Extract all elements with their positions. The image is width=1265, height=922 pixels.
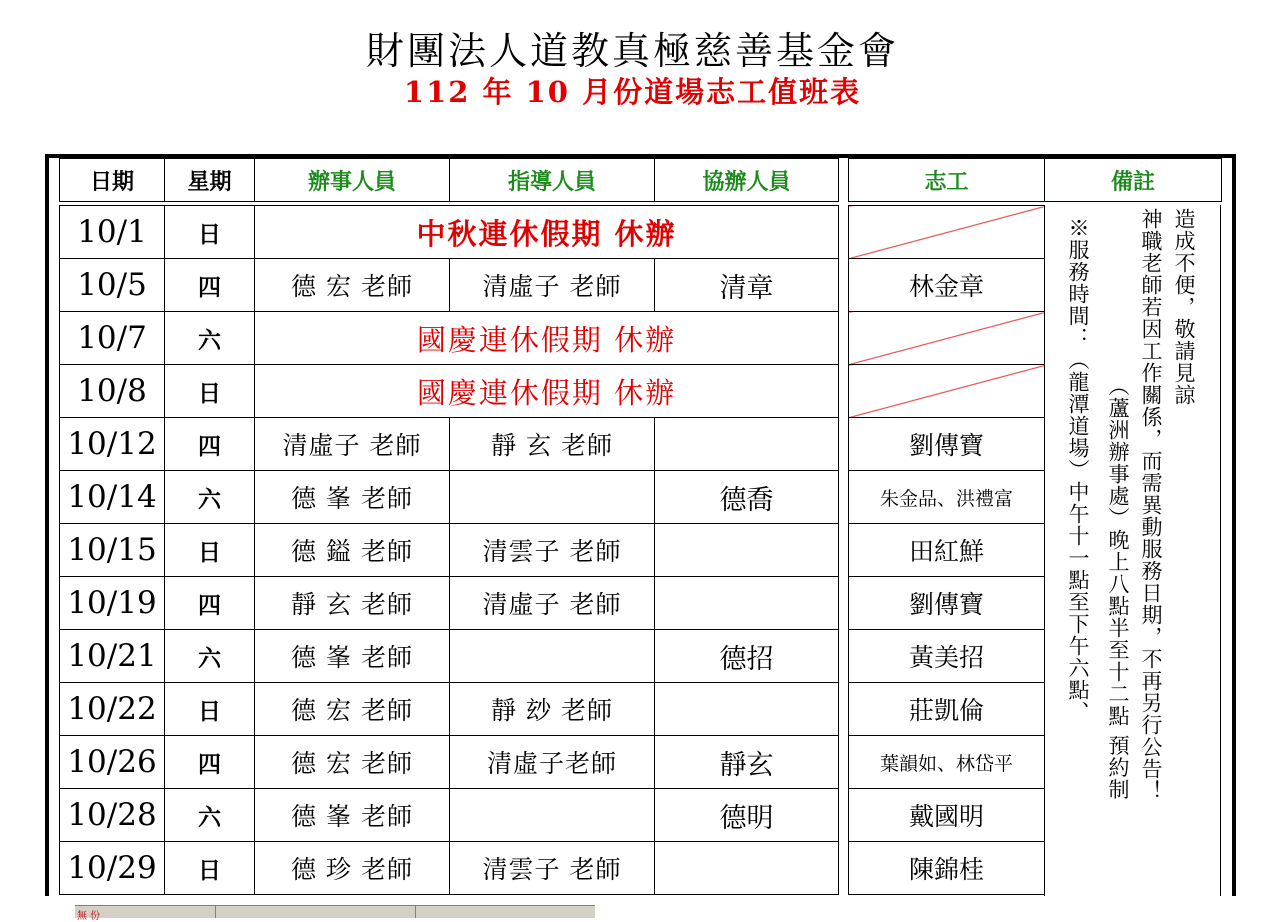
weekday-cell: 六 (165, 312, 255, 365)
table-row (849, 577, 1045, 630)
weekday-cell: 四 (165, 736, 255, 789)
guide-cell: 靜 玄 老師 (450, 418, 655, 471)
date-cell: 10/8 (60, 365, 165, 418)
holiday-cell: 中秋連休假期 休辦 (255, 206, 839, 259)
table-row (849, 471, 1045, 524)
holiday-cell: 國慶連休假期 休辦 (255, 365, 839, 418)
col-header-assistant: 協辦人員 (655, 159, 839, 202)
sheet-tab[interactable] (125, 906, 216, 918)
sheet-tab-bar[interactable] (75, 905, 595, 922)
weekday-cell: 四 (165, 418, 255, 471)
handler-cell: 靜 玄 老師 (255, 577, 450, 630)
assistant-cell (655, 524, 839, 577)
table-row (60, 259, 839, 312)
table-row (60, 365, 839, 418)
weekday-cell: 日 (165, 524, 255, 577)
remarks-line-4: ※服務時間：（龍潭道場）中午十一點至下午六點、 (1066, 217, 1090, 723)
remarks-cell (1044, 205, 1221, 896)
table-row (849, 736, 1045, 789)
date-cell: 10/7 (60, 312, 165, 365)
volunteer-header (848, 158, 1222, 202)
table-row (849, 842, 1045, 895)
table-row (60, 418, 839, 471)
col-header-volunteer: 志工 (849, 159, 1045, 202)
table-row (849, 206, 1045, 259)
guide-cell: 清虛子老師 (450, 736, 655, 789)
date-cell: 10/15 (60, 524, 165, 577)
table-row (849, 259, 1045, 312)
volunteer-cell: 莊凱倫 (849, 683, 1045, 736)
remarks-line-3: （蘆洲辦事處）晚上八點半至十二點 預約制 (1106, 375, 1130, 801)
weekday-cell: 日 (165, 683, 255, 736)
schedule-table (59, 205, 839, 895)
weekday-cell: 六 (165, 789, 255, 842)
date-cell: 10/5 (60, 259, 165, 312)
assistant-cell (655, 842, 839, 895)
sheet-tab-label[interactable]: 無 份 (77, 911, 101, 922)
guide-cell (450, 789, 655, 842)
handler-cell: 德 峯 老師 (255, 471, 450, 524)
table-row (60, 842, 839, 895)
handler-cell: 德 鎰 老師 (255, 524, 450, 577)
assistant-cell (655, 577, 839, 630)
volunteer-cell: 劉傳寶 (849, 577, 1045, 630)
table-row (849, 524, 1045, 577)
assistant-cell: 德招 (655, 630, 839, 683)
sheet-tab[interactable] (215, 906, 416, 918)
table-row (849, 683, 1045, 736)
date-cell: 10/26 (60, 736, 165, 789)
weekday-cell: 六 (165, 630, 255, 683)
volunteer-cell: 劉傳寶 (849, 418, 1045, 471)
table-row (60, 683, 839, 736)
volunteer-cell (849, 365, 1045, 418)
date-cell: 10/12 (60, 418, 165, 471)
handler-cell: 德 宏 老師 (255, 259, 450, 312)
assistant-cell: 清章 (655, 259, 839, 312)
weekday-cell: 日 (165, 206, 255, 259)
handler-cell: 德 珍 老師 (255, 842, 450, 895)
volunteer-table (848, 205, 1045, 895)
assistant-cell: 靜玄 (655, 736, 839, 789)
handler-cell: 德 宏 老師 (255, 736, 450, 789)
table-row (60, 471, 839, 524)
assistant-cell: 德喬 (655, 471, 839, 524)
guide-cell (450, 630, 655, 683)
date-cell: 10/19 (60, 577, 165, 630)
date-cell: 10/22 (60, 683, 165, 736)
table-row (60, 736, 839, 789)
table-row (849, 365, 1045, 418)
page-subtitle: 112 年 10 月份道場志工值班表 (403, 75, 862, 109)
handler-cell: 德 宏 老師 (255, 683, 450, 736)
guide-cell: 靜 玅 老師 (450, 683, 655, 736)
volunteer-cell: 戴國明 (849, 789, 1045, 842)
weekday-cell: 四 (165, 259, 255, 312)
page-title: 財團法人道教真極慈善基金會 (365, 29, 899, 73)
volunteer-cell: 陳錦桂 (849, 842, 1045, 895)
handler-cell: 清虛子 老師 (255, 418, 450, 471)
table-row (60, 630, 839, 683)
remarks-line-2: 神職老師若因工作關係，而需異動服務日期，不再另行公告！ (1139, 208, 1163, 802)
table-row (60, 524, 839, 577)
table-row (60, 206, 839, 259)
date-cell: 10/14 (60, 471, 165, 524)
col-header-remarks: 備註 (1045, 159, 1222, 202)
volunteer-cell: 黃美招 (849, 630, 1045, 683)
col-header-weekday: 星期 (165, 159, 255, 202)
guide-cell: 清虛子 老師 (450, 259, 655, 312)
handler-cell: 德 峯 老師 (255, 630, 450, 683)
schedule-header (59, 158, 839, 202)
date-cell: 10/28 (60, 789, 165, 842)
table-row (60, 312, 839, 365)
col-header-guide: 指導人員 (450, 159, 655, 202)
weekday-cell: 六 (165, 471, 255, 524)
assistant-cell (655, 683, 839, 736)
holiday-cell: 國慶連休假期 休辦 (255, 312, 839, 365)
date-cell: 10/21 (60, 630, 165, 683)
date-cell: 10/1 (60, 206, 165, 259)
guide-cell: 清虛子 老師 (450, 577, 655, 630)
assistant-cell: 德明 (655, 789, 839, 842)
table-row (60, 789, 839, 842)
volunteer-cell: 葉韻如、林岱平 (849, 736, 1045, 789)
volunteer-cell: 朱金品、洪禮富 (849, 471, 1045, 524)
col-header-handler: 辦事人員 (255, 159, 450, 202)
table-row (849, 630, 1045, 683)
volunteer-cell (849, 312, 1045, 365)
remarks-line-1: 造成不便，敬請見諒 (1172, 208, 1196, 406)
table-row (849, 312, 1045, 365)
table-row (849, 418, 1045, 471)
guide-cell (450, 471, 655, 524)
weekday-cell: 日 (165, 365, 255, 418)
volunteer-cell (849, 206, 1045, 259)
weekday-cell: 四 (165, 577, 255, 630)
guide-cell: 清雲子 老師 (450, 842, 655, 895)
date-cell: 10/29 (60, 842, 165, 895)
handler-cell: 德 峯 老師 (255, 789, 450, 842)
volunteer-cell: 林金章 (849, 259, 1045, 312)
volunteer-cell: 田紅鮮 (849, 524, 1045, 577)
weekday-cell: 日 (165, 842, 255, 895)
col-header-date: 日期 (60, 159, 165, 202)
assistant-cell (655, 418, 839, 471)
table-row (849, 789, 1045, 842)
guide-cell: 清雲子 老師 (450, 524, 655, 577)
table-row (60, 577, 839, 630)
